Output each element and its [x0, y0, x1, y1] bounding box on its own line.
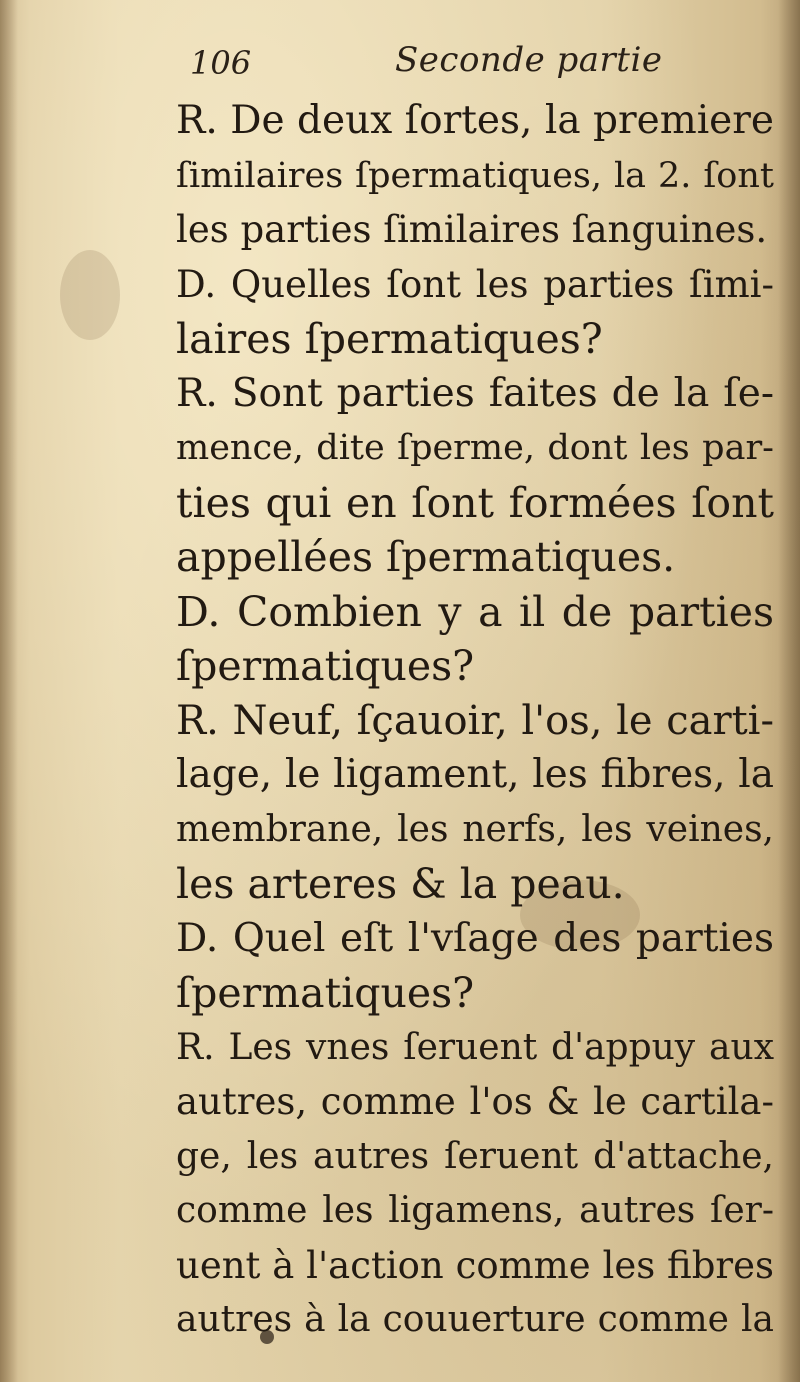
page-edge-shadow [778, 0, 800, 1382]
text-line: autres, comme l'os & le cartila- [176, 1080, 774, 1123]
text-line: D. Quel eſt l'vſage des parties [176, 915, 774, 961]
spine-shadow [0, 0, 18, 1382]
text-line: D. Combien y a il de parties [176, 587, 774, 636]
text-line: D. Quelles ſont les parties ſimi- [176, 262, 774, 306]
text-line: laires ſpermatiques? [176, 315, 603, 363]
text-line: ge, les autres ſeruent d'attache, [176, 1135, 774, 1177]
text-line: mence, dite ſperme, dont les par- [176, 428, 774, 468]
text-line: comme les ligamens, autres ſer- [176, 1190, 774, 1231]
text-line: R. Sont parties faites de la ſe- [176, 370, 774, 416]
text-line: R. De deux ſortes, la premiere [176, 98, 774, 143]
text-line: ſpermatiques? [176, 642, 475, 690]
body-text [176, 94, 774, 1348]
running-head [190, 40, 770, 90]
text-line: lage, le ligament, les fibres, la [176, 752, 774, 797]
text-line: ſimilaires ſpermatiques, la 2. ſont [176, 155, 774, 196]
text-line: R. Neuf, ſçauoir, l'os, le carti- [176, 697, 774, 744]
text-line: uent à l'action comme les fibres [176, 1243, 774, 1287]
text-line: ties qui en ſont formées ſont [176, 478, 774, 527]
text-line: membrane, les nerfs, les veines, [176, 808, 774, 850]
text-line: R. Les vnes ſeruent d'appuy aux [176, 1026, 774, 1068]
paper-stain [60, 250, 120, 340]
text-line: appellées ſpermatiques. [176, 533, 676, 581]
running-title: Seconde partie [395, 40, 663, 80]
text-line: autres à la couuerture comme la [176, 1299, 774, 1340]
text-line: ſpermatiques? [176, 969, 475, 1017]
text-line: les arteres & la peau. [176, 860, 625, 908]
text-line: les parties ſimilaires ſanguines. [176, 208, 768, 251]
page-number: 106 [190, 44, 252, 82]
